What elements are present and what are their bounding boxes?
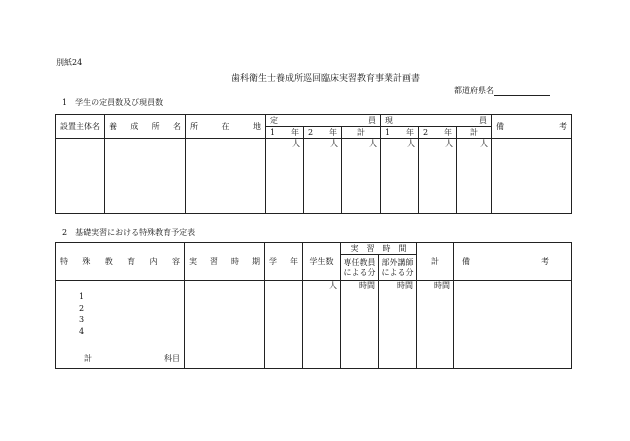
current-year2-cell: 人 bbox=[419, 139, 457, 214]
row-number: 3 bbox=[79, 315, 85, 324]
section2-heading: 2 基礎実習における特殊教育予定表 bbox=[62, 228, 196, 237]
location-header: 所 在 地 bbox=[186, 115, 266, 139]
year-header: 学 年 bbox=[265, 243, 303, 281]
row-number-list bbox=[79, 291, 84, 337]
prefecture-field bbox=[454, 86, 550, 96]
special-education-table bbox=[55, 242, 572, 369]
total-label: 計 bbox=[84, 354, 92, 363]
external-header: 部外講師 による分 bbox=[379, 255, 417, 281]
capacity-total-header: 計 bbox=[342, 127, 381, 139]
annex-number: 別紙24 bbox=[56, 58, 83, 67]
fulltime-header: 専任教員 による分 bbox=[341, 255, 379, 281]
current-total-cell: 人 bbox=[457, 139, 492, 214]
current-year1-header: 1 年 bbox=[381, 127, 419, 139]
content-cell bbox=[56, 281, 185, 369]
capacity-year1-cell: 人 bbox=[266, 139, 304, 214]
current-total-header: 計 bbox=[457, 127, 492, 139]
remarks2-cell bbox=[454, 281, 572, 369]
external-hours-cell: 時間 bbox=[379, 281, 417, 369]
row-number: 2 bbox=[79, 303, 85, 313]
current-year1-cell: 人 bbox=[381, 139, 419, 214]
subject-label: 科目 bbox=[164, 354, 180, 363]
remarks2-header: 備 考 bbox=[454, 243, 572, 281]
section1-heading: 1 学生の定員数及び現員数 bbox=[62, 98, 164, 107]
enrollment-table bbox=[55, 114, 572, 214]
total-hours-cell: 時間 bbox=[417, 281, 454, 369]
fulltime-hours-cell: 時間 bbox=[341, 281, 379, 369]
row-number: 4 bbox=[79, 326, 85, 336]
capacity-total-cell: 人 bbox=[342, 139, 381, 214]
year-cell bbox=[265, 281, 303, 369]
students-header: 学生数 bbox=[303, 243, 341, 281]
school-name-header: 養 成 所 名 bbox=[105, 115, 186, 139]
content-header: 特 殊 教 育 内 容 bbox=[56, 243, 185, 281]
founder-cell bbox=[56, 139, 105, 214]
prefecture-blank bbox=[494, 86, 550, 96]
current-year2-header: 2 年 bbox=[419, 127, 457, 139]
prefecture-label: 都道府県名 bbox=[454, 86, 494, 95]
row-number: 1 bbox=[79, 292, 85, 301]
capacity-year2-cell: 人 bbox=[304, 139, 342, 214]
capacity-header: 定 員 bbox=[266, 115, 381, 127]
capacity-year1-header: 1 年 bbox=[266, 127, 304, 139]
document-title: 歯科衛生士養成所巡回臨床実習教育事業計画書 bbox=[231, 74, 421, 84]
capacity-year2-header: 2 年 bbox=[304, 127, 342, 139]
practice-hours-header: 実 習 時 間 bbox=[341, 243, 417, 255]
remarks-header: 備 考 bbox=[492, 115, 572, 139]
period-cell bbox=[185, 281, 265, 369]
current-header: 現 員 bbox=[381, 115, 492, 127]
students-cell: 人 bbox=[303, 281, 341, 369]
period-header: 実 習 時 期 bbox=[185, 243, 265, 281]
total-hours-header: 計 bbox=[417, 243, 454, 281]
founder-header: 設置主体名 bbox=[56, 115, 105, 139]
remarks-cell bbox=[492, 139, 572, 214]
school-name-cell bbox=[105, 139, 186, 214]
location-cell bbox=[186, 139, 266, 214]
